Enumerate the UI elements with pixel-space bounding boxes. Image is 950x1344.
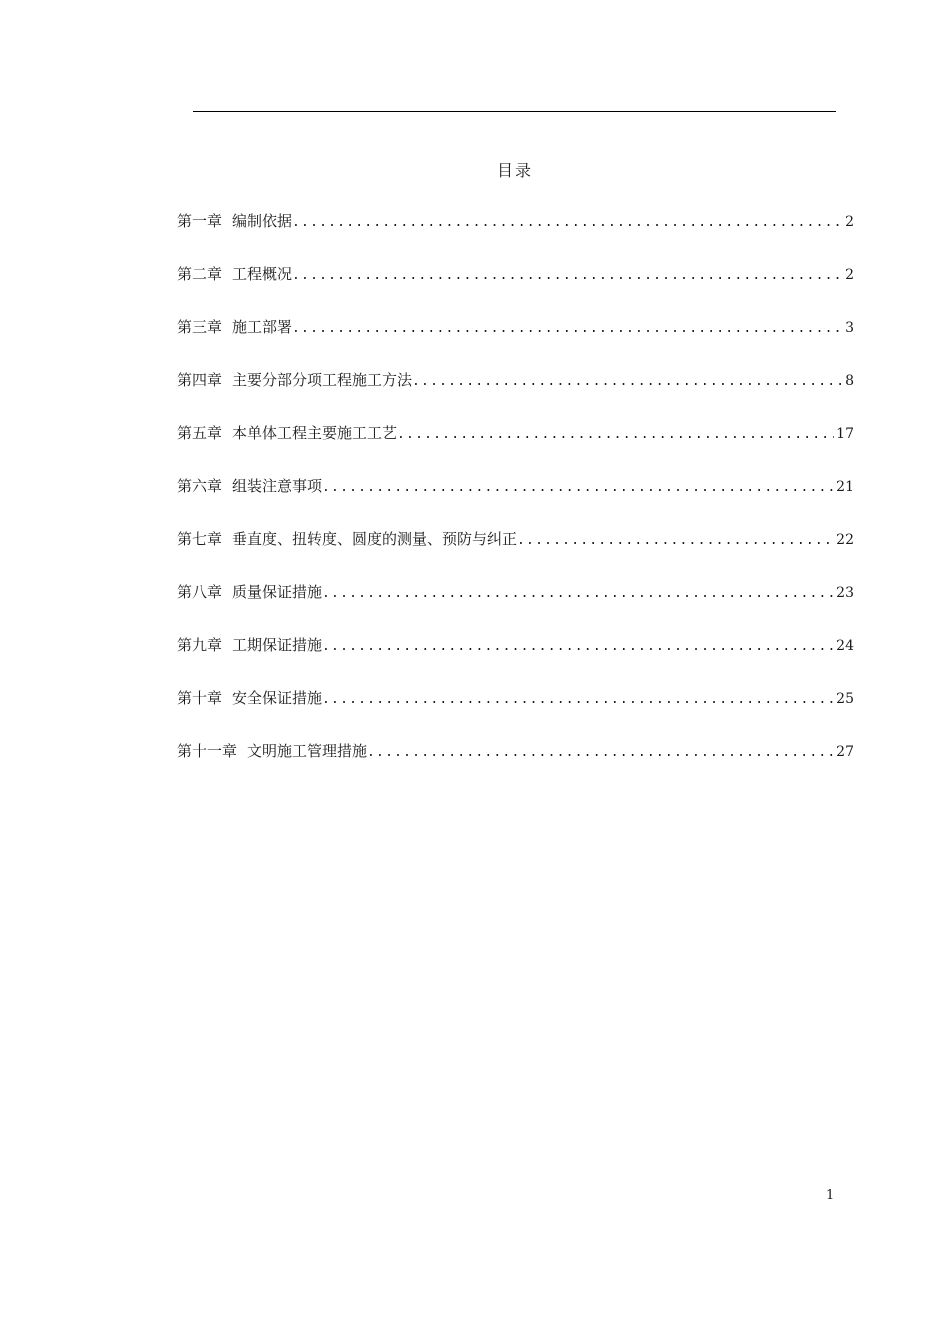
- page-reference: 8: [845, 373, 854, 389]
- chapter-title: 工程概况: [232, 265, 293, 283]
- page-number: 1: [826, 1188, 835, 1203]
- dot-leader: [322, 480, 834, 495]
- chapter-number: 第十一章: [177, 742, 238, 760]
- dot-leader: [517, 533, 834, 548]
- page-reference: 21: [836, 479, 854, 495]
- toc-list: [177, 210, 854, 793]
- toc-entry-6[interactable]: [177, 475, 854, 528]
- chapter-title: 编制依据: [232, 212, 293, 230]
- page-reference: 27: [836, 744, 854, 760]
- page-reference: 2: [845, 214, 854, 230]
- page-reference: 24: [836, 638, 854, 654]
- dot-leader: [292, 268, 843, 283]
- dot-leader: [367, 745, 834, 760]
- header-rule: [193, 111, 836, 112]
- chapter-number: 第六章: [177, 477, 223, 495]
- chapter-number: 第八章: [177, 583, 223, 601]
- chapter-number: 第十章: [177, 689, 223, 707]
- chapter-title: 质量保证措施: [232, 583, 323, 601]
- toc-entry-11[interactable]: [177, 740, 854, 793]
- chapter-title: 本单体工程主要施工工艺: [232, 424, 398, 442]
- toc-entry-8[interactable]: [177, 581, 854, 634]
- toc-entry-10[interactable]: [177, 687, 854, 740]
- chapter-title: 组装注意事项: [232, 477, 323, 495]
- page-reference: 3: [845, 320, 854, 336]
- chapter-number: 第七章: [177, 530, 223, 548]
- chapter-number: 第三章: [177, 318, 223, 336]
- toc-entry-4[interactable]: [177, 369, 854, 422]
- dot-leader: [397, 427, 834, 442]
- toc-entry-1[interactable]: [177, 210, 854, 263]
- chapter-title: 施工部署: [232, 318, 293, 336]
- chapter-number: 第二章: [177, 265, 223, 283]
- page-reference: 23: [836, 585, 854, 601]
- page-reference: 17: [836, 426, 854, 442]
- toc-title: 目录: [496, 161, 533, 180]
- page-reference: 2: [845, 267, 854, 283]
- toc-entry-9[interactable]: [177, 634, 854, 687]
- chapter-title: 主要分部分项工程施工方法: [232, 371, 413, 389]
- chapter-number: 第四章: [177, 371, 223, 389]
- dot-leader: [412, 374, 843, 389]
- toc-entry-2[interactable]: [177, 263, 854, 316]
- chapter-title: 工期保证措施: [232, 636, 323, 654]
- chapter-number: 第一章: [177, 212, 223, 230]
- chapter-title: 垂直度、扭转度、圆度的测量、预防与纠正: [232, 530, 518, 548]
- chapter-title: 安全保证措施: [232, 689, 323, 707]
- page-reference: 25: [836, 691, 854, 707]
- chapter-number: 第五章: [177, 424, 223, 442]
- page-reference: 22: [836, 532, 854, 548]
- dot-leader: [292, 321, 843, 336]
- chapter-number: 第九章: [177, 636, 223, 654]
- dot-leader: [322, 586, 834, 601]
- dot-leader: [322, 692, 834, 707]
- toc-entry-5[interactable]: [177, 422, 854, 475]
- dot-leader: [322, 639, 834, 654]
- toc-entry-7[interactable]: [177, 528, 854, 581]
- toc-entry-3[interactable]: [177, 316, 854, 369]
- dot-leader: [292, 215, 843, 230]
- chapter-title: 文明施工管理措施: [247, 742, 368, 760]
